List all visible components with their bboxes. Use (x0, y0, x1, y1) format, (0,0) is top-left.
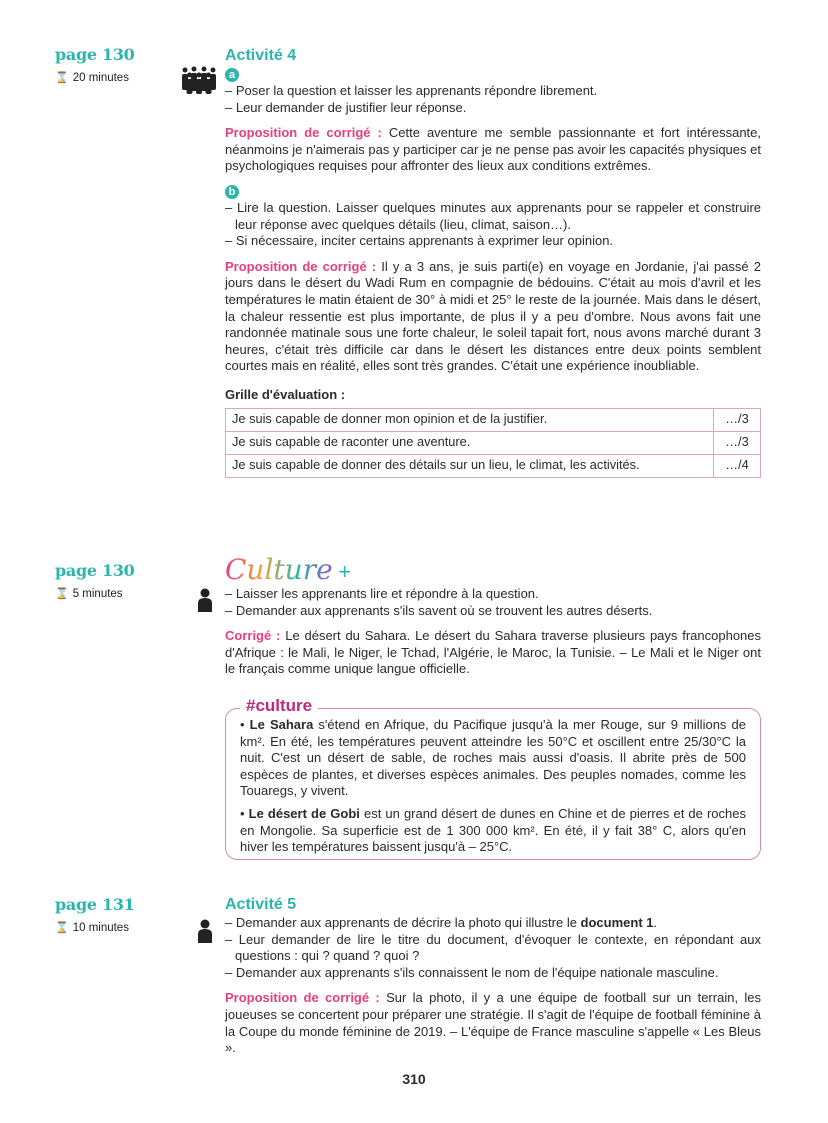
page-ref-3 (55, 897, 135, 936)
answer-b (225, 259, 761, 375)
score: …/4 (714, 454, 761, 477)
answer-text: Cette aventure me semble passionnante et fort intéressante, néanmoins je n'aimerais pas y participer car je ne pense pas avoir les capacités physiques et psychologiques requises pour affronter des lieux aux conditions extrêmes. (225, 125, 762, 174)
hourglass-icon: ⌛ (55, 921, 69, 934)
duration-text: 5 minutes (72, 587, 123, 600)
bullet (225, 915, 761, 932)
table-row (226, 408, 761, 431)
bullet: – Laisser les apprenants lire et répondre à la question. (225, 586, 539, 601)
page-number: 310 (402, 1071, 426, 1087)
criterion: Je suis capable de raconter une aventure. (226, 431, 714, 454)
evaluation-grid (225, 408, 761, 478)
activity-4 (225, 46, 761, 478)
part-b-badge: b (225, 185, 239, 199)
answer-text: Il y a 3 ans, je suis parti(e) en voyage en Jordanie, j'ai passé 2 jours dans le désert du Wadi Rum en compagnie de bédouins. C'était au mois d'avril et les températures le matin étaient de 30° à midi et 25° le reste de la journée. Mais dans le désert, la chaleur ressentie est plus importante, de plus il y a peu d'ombre. Nous avons fait une randonnée matinale sous une forte chaleur, le soleil tapait fort, nous avons marché durant 3 heures, c'était très difficile car dans le désert les distances entre deux points semblent courtes mais en réalité, elles sont très grandes. C'était une expérience inoubliable. (225, 258, 762, 374)
score: …/3 (714, 408, 761, 431)
person-icon (197, 919, 213, 943)
table-row (226, 454, 761, 477)
answer-label: Proposition de corrigé : (225, 990, 380, 1006)
bullet: – Poser la question et laisser les apprenants répondre librement. (225, 83, 598, 98)
culture-title-text: Culture (225, 553, 333, 586)
bullet: – Demander aux apprenants s'ils savent où se trouvent les autres déserts. (225, 602, 653, 618)
box-item-bold: Le désert de Gobi (248, 805, 360, 821)
culture-title (225, 554, 761, 586)
answer (225, 628, 761, 678)
box-item: • Le Sahara s'étend en Afrique, du Pacifique jusqu'à la mer Rouge, sur 9 millions de km². En été, les températures peuvent atteindre les 50°C et oscillent entre 25/30°C la nuit. C'est un désert de sable, de roches mais aussi d'oasis. Il abrite près de 500 espèces de plantes, et diverses espèces animales. Des peuples nomades, comme les Touaregs, y vivent. (240, 717, 746, 799)
duration (55, 920, 135, 937)
criterion: Je suis capable de donner mon opinion et de la justifier. (226, 408, 714, 431)
box-item: • Le désert de Gobi est un grand désert de dunes en Chine et de pierres et de roches en Mongolie. Sa superficie est de 1 300 000 km². En été, il y fait 38° C, alors qu'en hiver les températures baissent jusqu'à – 25°C. (240, 805, 746, 855)
hourglass-icon: ⌛ (55, 71, 69, 84)
bullet: – Lire la question. Laisser quelques minutes aux apprenants pour se rappeler et construire leur réponse avec quelques détails (lieu, climat, saison…). (225, 199, 761, 232)
duration (55, 586, 135, 603)
activity-title: Activité 4 (225, 47, 297, 64)
culture-box (225, 696, 761, 860)
answer-text: Sur la photo, il y a une équipe de football sur un terrain, les joueuses se concertent pour préparer une stratégie. Il s'agit de l'équipe de football féminine à la Coupe du monde féminine de 2019. – L'équipe de France masculine s'appelle « Les Bleus ». (225, 990, 761, 1056)
grid-title: Grille d'évaluation : (225, 386, 346, 402)
bullet-bold: document 1 (580, 915, 654, 930)
page-ref-2 (55, 563, 135, 602)
answer-a (225, 125, 761, 175)
answer (225, 990, 761, 1056)
bullet: – Leur demander de lire le titre du document, d'évoquer le contexte, en répondant aux questions : qui ? quand ? quoi ? (225, 931, 761, 964)
box-item-bold: Le Sahara (249, 717, 314, 732)
person-icon (197, 588, 213, 612)
part-a-badge: a (225, 68, 239, 82)
table-row (226, 431, 761, 454)
answer-label: Proposition de corrigé : (225, 258, 377, 274)
bullet-text: . (653, 915, 658, 930)
box-item-text: s'étend en Afrique, du Pacifique jusqu'à la mer Rouge, sur 9 millions de km². En été, les températures peuvent atteindre les 50°C et oscillent entre 25/30°C la nuit. C'est un désert de sable, de roches mais aussi d'oasis. Il abrite près de 500 espèces de plantes, et diverses espèces animales. Des peuples nomades, comme les Touaregs, y vivent. (240, 717, 746, 799)
answer-label: Proposition de corrigé : (225, 125, 382, 141)
duration-text: 10 minutes (72, 921, 129, 934)
duration-text: 20 minutes (72, 71, 129, 84)
duration (55, 70, 135, 87)
page-label: page 130 (55, 45, 135, 64)
answer-text: Le désert du Sahara. Le désert du Sahara traverse plusieurs pays francophones d'Afrique : le Mali, le Niger, le Tchad, l'Algérie, le Maroc, la Tunisie. – Le Mali et le Niger ont le français comme unique langue officielle. (225, 628, 762, 677)
bullet: – Leur demander de justifier leur réponse. (225, 99, 467, 115)
answer-label: Corrigé : (225, 628, 281, 644)
bullet: – Demander aux apprenants s'ils connaissent le nom de l'équipe nationale masculine. (225, 964, 719, 980)
activity-5 (225, 895, 761, 1057)
page-ref-1 (55, 47, 135, 86)
page-label: page 130 (55, 561, 135, 580)
score: …/3 (714, 431, 761, 454)
page-label: page 131 (55, 895, 135, 914)
criterion: Je suis capable de donner des détails sur un lieu, le climat, les activités. (226, 454, 714, 477)
group-icon (180, 66, 218, 94)
bullet-text: – Demander aux apprenants de décrire la photo qui illustre le (225, 915, 581, 930)
activity-title: Activité 5 (225, 896, 297, 913)
plus-icon: + (338, 559, 352, 584)
culture-section (225, 554, 761, 678)
culture-box-title: #culture (240, 696, 318, 716)
box-item-text: est un grand désert de dunes en Chine et de pierres et de roches en Mongolie. Sa superficie est de 1 300 000 km². En été, il y fait 38° C, alors qu'en hiver les températures baissent jusqu'à – 25°C. (240, 805, 746, 855)
hourglass-icon: ⌛ (55, 587, 69, 600)
bullet: – Si nécessaire, inciter certains apprenants à exprimer leur opinion. (225, 233, 614, 249)
